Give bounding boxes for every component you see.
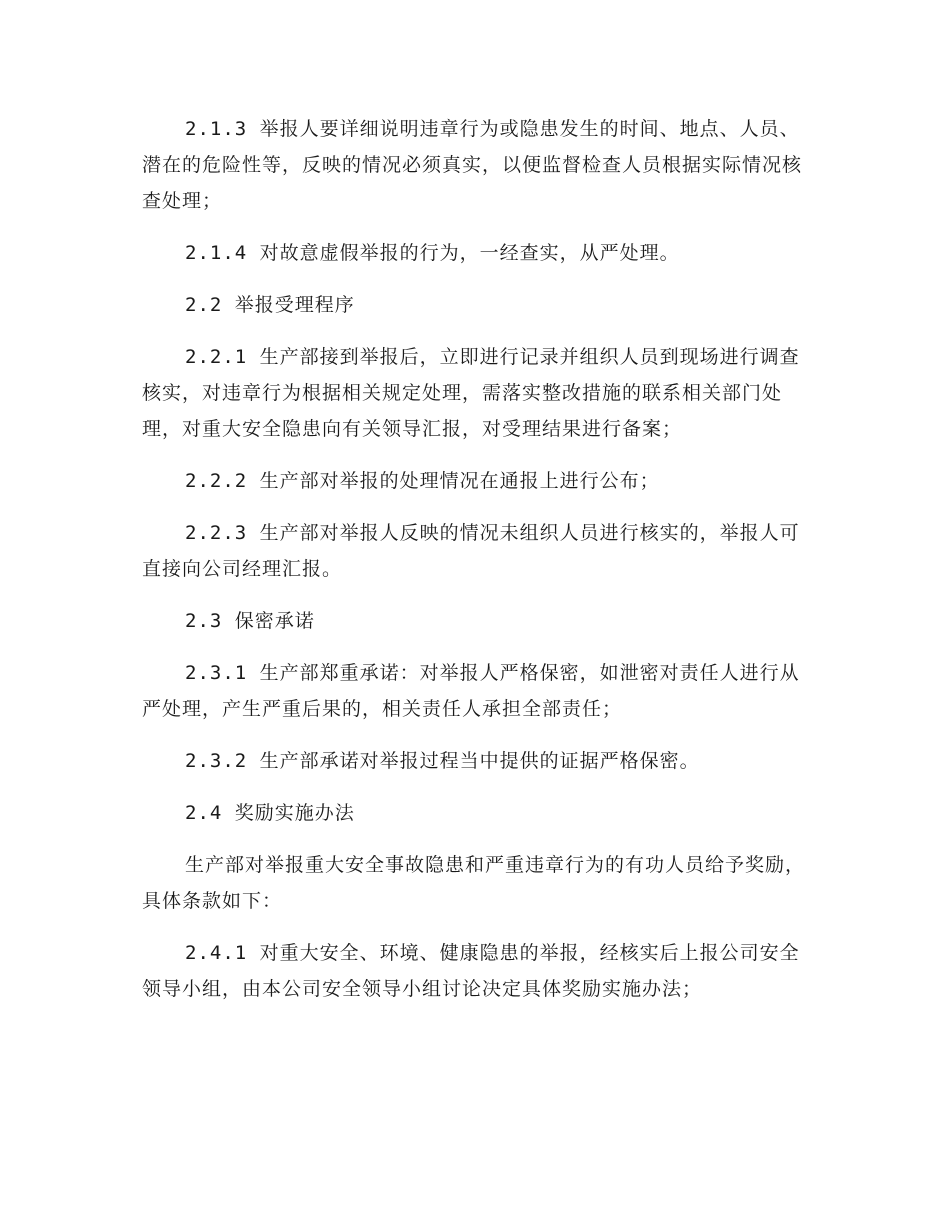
paragraph-2-1-4: 2.1.4 对故意虚假举报的行为，一经查实，从严处理。 — [185, 242, 680, 264]
paragraph-2-4-intro: 生产部对举报重大安全事故隐患和严重违章行为的有功人员给予奖励，具体条款如下： — [142, 854, 806, 912]
paragraph-2-2-1: 2.2.1 生产部接到举报后，立即进行记录并组织人员到现场进行调查核实，对违章行为根据相关规定处理，需落实整改措施的联系相关部门处理，对重大安全隐患向有关领导汇报，对受理结果进行备案； — [142, 346, 800, 440]
paragraph-2-2-3: 2.2.3 生产部对举报人反映的情况未组织人员进行核实的，举报人可直接向公司经理汇报。 — [142, 522, 800, 580]
section-heading-2-4: 2.4 奖励实施办法 — [185, 802, 355, 824]
document-body — [142, 111, 810, 1023]
section-heading-2-2: 2.2 举报受理程序 — [185, 294, 355, 316]
paragraph-2-3-1: 2.3.1 生产部郑重承诺：对举报人严格保密，如泄密对责任人进行从严处理，产生严重后果的，相关责任人承担全部责任； — [142, 662, 800, 720]
paragraph-2-2-2: 2.2.2 生产部对举报的处理情况在通报上进行公布； — [185, 470, 660, 492]
paragraph-2-3-2: 2.3.2 生产部承诺对举报过程当中提供的证据严格保密。 — [185, 750, 700, 772]
paragraph-2-4-1: 2.4.1 对重大安全、环境、健康隐患的举报，经核实后上报公司安全领导小组，由本公司安全领导小组讨论决定具体奖励实施办法； — [142, 942, 800, 1000]
paragraph-2-1-3: 2.1.3 举报人要详细说明违章行为或隐患发生的时间、地点、人员、潜在的危险性等，反映的情况必须真实，以便监督检查人员根据实际情况核查处理； — [142, 118, 803, 212]
section-heading-2-3: 2.3 保密承诺 — [185, 610, 315, 632]
